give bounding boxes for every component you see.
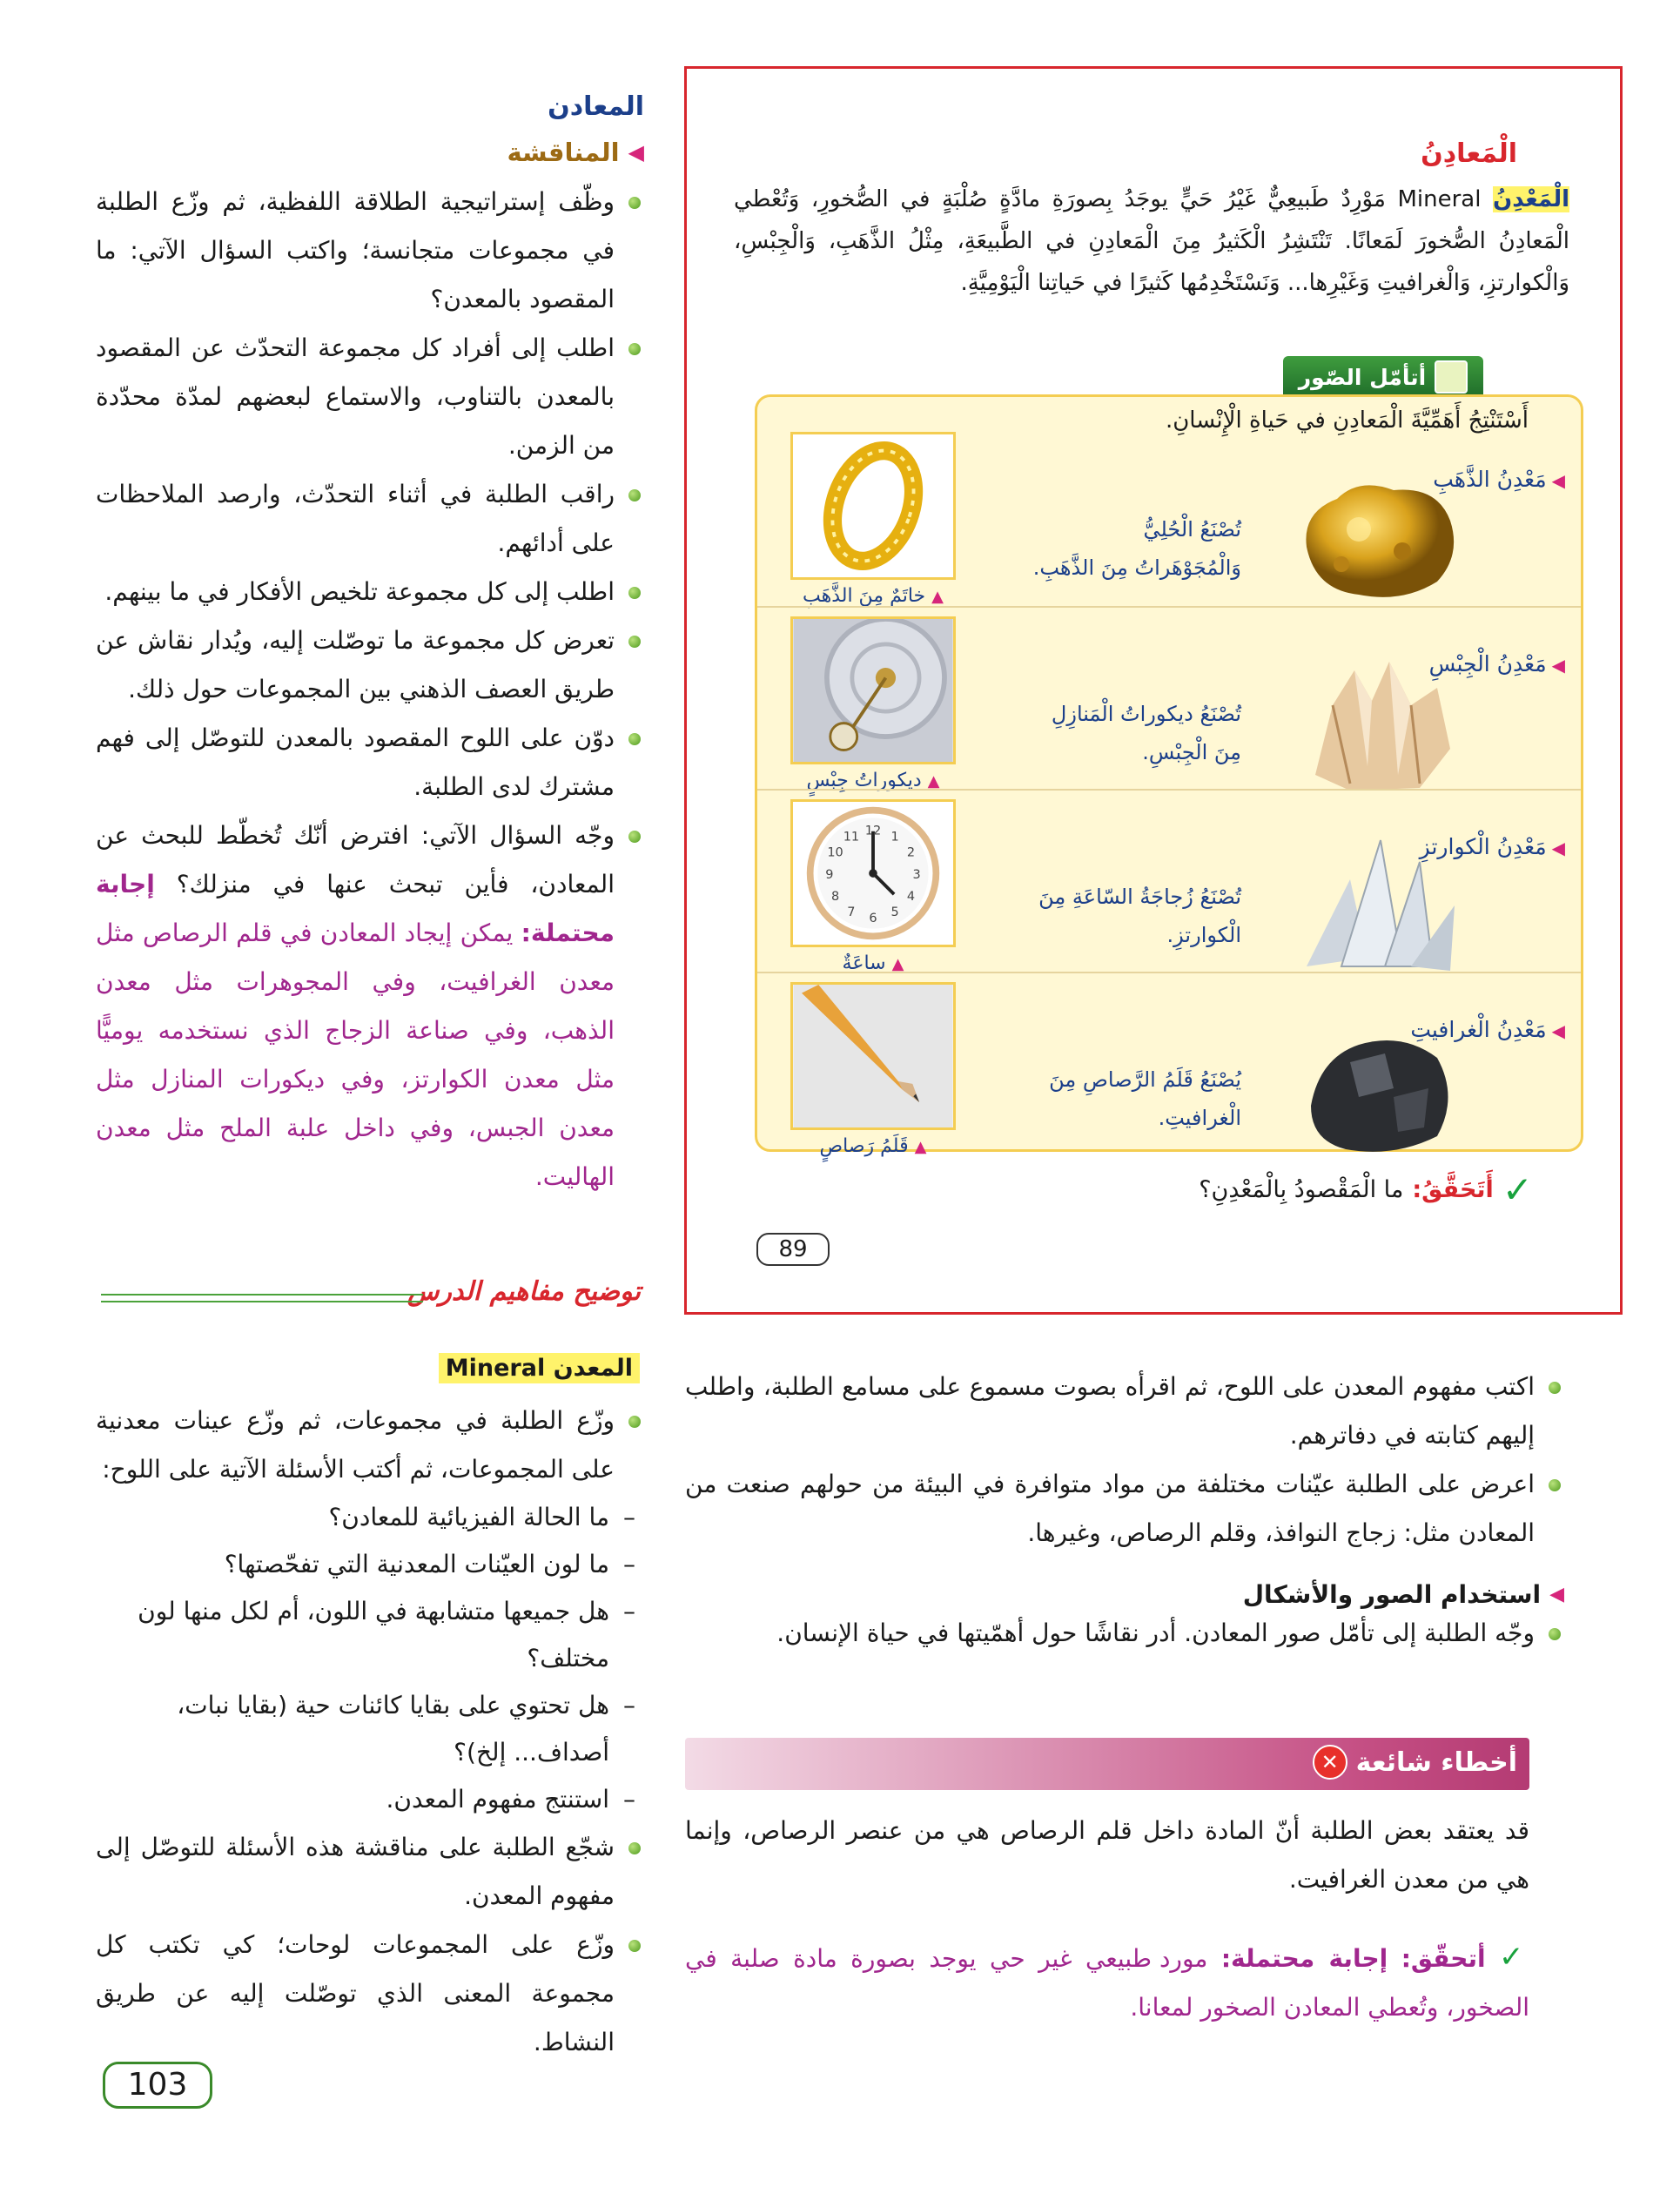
mistakes-title: أخطاء شائعة ✕ xyxy=(1313,1745,1517,1780)
triangle-bullet-icon: ◀ xyxy=(1551,1020,1565,1041)
possible-answer-label: إجابة محتملة: xyxy=(1220,1944,1388,1973)
book-title: الْمَعادِنُ xyxy=(1421,138,1517,169)
question-item: – استنتج مفهوم المعدن. xyxy=(96,1776,644,1823)
clock-numeral: 4 xyxy=(906,889,916,904)
check-label: أَتَحَقَّقُ: xyxy=(1412,1176,1494,1203)
divider xyxy=(101,1294,423,1302)
mineral-name: ◀مَعْدِنُ الْكوارتزِ xyxy=(1419,834,1565,859)
mineral-name: ◀مَعْدِنُ الْغرافيتِ xyxy=(1410,1017,1565,1042)
gold-ring-icon xyxy=(793,434,953,577)
clock-numeral: 7 xyxy=(847,905,856,920)
check-answer-text: مورد طبيعي غير حي يوجد بصورة مادة صلبة في الصخور، وتُعطي المعادن الصخور لمعانا. xyxy=(685,1944,1529,2022)
photo-caption: ▲ خاتَمٌ مِنَ الذَّهَبِ xyxy=(803,585,944,607)
checkmark-icon: ✓ xyxy=(1502,1168,1533,1211)
list-item: وزّع على المجموعات لوحات؛ كي تكتب كل مجموعة المعنى الذي توصّلت إليه عن طريق النشاط. xyxy=(96,1921,644,2067)
mineral-row-quartz xyxy=(757,789,1581,973)
gypsum-decor-photo xyxy=(790,616,956,764)
list-item: دوّن على اللوح المقصود بالمعدن للتوصّل إلى فهم مشترك لدى الطلبة. xyxy=(96,714,644,811)
clock-numeral: 10 xyxy=(827,845,843,860)
question-item: – هل تحتوي على بقايا كائنات حية (بقايا نبات، أصداف... إلخ)؟ xyxy=(96,1682,644,1776)
clock-numeral: 6 xyxy=(869,911,877,925)
list-item: اطلب إلى كل مجموعة تلخيص الأفكار في ما بينهم. xyxy=(96,568,644,616)
list-item: تعرض كل مجموعة ما توصّلت إليه، ويُدار نقاش عن طريق العصف الذهني بين المجموعات حول ذلك. xyxy=(96,616,644,714)
contemplate-tab xyxy=(1283,356,1483,398)
clarify-concepts-header xyxy=(101,1276,641,1311)
list-item xyxy=(96,811,644,1201)
x-circle-icon: ✕ xyxy=(1313,1745,1347,1780)
clock-numeral: 3 xyxy=(912,867,921,882)
question-item: – هل جميعها متشابهة في اللون، أم لكل منها لون مختلف؟ xyxy=(96,1588,644,1682)
section-title: المعادن xyxy=(548,91,644,122)
mineral-name: ◀مَعْدِنُ الذَّهَبِ xyxy=(1433,467,1565,492)
discussion-list xyxy=(96,178,644,1201)
mineral-row-gypsum xyxy=(757,606,1581,791)
possible-answer-label: إجابة محتملة: xyxy=(96,870,615,947)
graphite-rock-icon xyxy=(1289,1019,1463,1158)
mineral-row-gold xyxy=(757,423,1581,606)
concept-activity xyxy=(96,1396,644,2067)
mineral-use: تُصْنَعُ ديكوراتُ الْمَنازِلِ مِنَ الْجِبْسِ. xyxy=(1051,702,1241,764)
triangle-bullet-icon: ◀ xyxy=(1549,1584,1564,1605)
check-text: ما الْمَقْصودُ بِالْمَعْدِنِ؟ xyxy=(1199,1176,1404,1203)
book-page-number: 89 xyxy=(756,1233,830,1266)
list-item: راقب الطلبة في أثناء التحدّث، وارصد الملاحظات على أدائهم. xyxy=(96,470,644,568)
teacher-notes-column xyxy=(96,91,644,1201)
list-item: اطلب إلى أفراد كل مجموعة التحدّث عن المقصود بالمعدن بالتناوب، والاستماع لبعضهم لمدّة محدّدة من الزمن. xyxy=(96,324,644,470)
paragraph-text: مَوْرِدٌ طَبيعِيٌّ غَيْرُ حَيٍّ يوجَدُ بِصورَةِ مادَّةٍ صُلْبَةٍ في الصُّخورِ، وَتُعْطي الْمَعادِنُ الصُّخورَ لَمَعانًا. تَنْتَشِرُ الْكَثيرُ مِنَ الْمَعادِنِ في الطَّبيعَةِ، مِثْلُ الذَّهَبِ، وَالْجِبْسِ، وَالْكوارتزِ، وَالْغرافيتِ وَغَيْرِها... وَنَسْتَخْدِمُها كَثيرًا في حَياتِنا الْيَوْمِيَّةِ. xyxy=(734,186,1569,296)
question-item: – ما لون العيّنات المعدنية التي تفحّصتها؟ xyxy=(96,1541,644,1588)
photo-caption: ▲ قَلَمُ رَصاصٍ xyxy=(819,1135,927,1157)
right-lower-notes xyxy=(685,1363,1564,1658)
instruction: أَسْتَنْتِجُ أَهَمِّيَّةَ الْمَعادِنِ في حَياةِ الْإِنْسانِ. xyxy=(1165,407,1529,434)
triangle-bullet-icon: ◀ xyxy=(1551,470,1565,491)
book-paragraph xyxy=(734,178,1569,304)
list-item: اعرض على الطلبة عيّنات مختلفة من مواد متوافرة في البيئة من حولهم صنعت من المعادن مثل: زجاج النوافذ، وقلم الرصاص، وغيرها. xyxy=(685,1460,1564,1558)
discussion-heading xyxy=(96,138,644,167)
list-item: اكتب مفهوم المعدن على اللوح، ثم اقرأه بصوت مسموع على مسامع الطلبة، واطلب إليهم كتابته في دفاترهم. xyxy=(685,1363,1564,1460)
possible-answer-text: يمكن إيجاد المعادن في قلم الرصاص مثل معدن الغرافيت، وفي المجوهرات مثل معدن الذهب، وفي صناعة الزجاج الذي نستخدمه يوميًّا مثل معدن الكوارتز، وفي ديكورات المنازل مثل معدن الجبس، وفي داخل علبة الملح مثل معدن الهاليت. xyxy=(96,919,615,1191)
images-heading: ◀ استخدام الصور والأشكال xyxy=(1242,1580,1564,1609)
checkmark-icon: ✓ xyxy=(1499,1940,1530,1975)
gypsum-crystal-icon xyxy=(1289,653,1463,792)
common-mistakes-bar xyxy=(685,1738,1529,1790)
term-highlight: الْمَعْدِنُ xyxy=(1493,186,1570,212)
check-label: أتحقّق: xyxy=(1401,1944,1486,1973)
clock-numeral: 9 xyxy=(825,867,834,882)
photo-caption: ▲ ساعَةٌ xyxy=(842,952,904,974)
list-item: وزّع الطلبة في مجموعات، ثم وزّع عينات معدنية على المجموعات، ثم أكتب الأسئلة الآتية على اللوح: xyxy=(96,1396,644,1494)
triangle-bullet-icon: ◀ xyxy=(1551,655,1565,676)
quartz-crystal-icon xyxy=(1289,836,1463,975)
list-item: وظّف إستراتيجية الطلاقة اللفظية، ثم وزّع الطلبة في مجموعات متجانسة؛ واكتب السؤال الآتي: ما المقصود بالمعدن؟ xyxy=(96,178,644,324)
clock-numeral: 11 xyxy=(843,830,860,845)
mineral-name: ◀مَعْدِنُ الْجِبْسِ xyxy=(1428,651,1565,676)
term-english: Mineral xyxy=(1397,186,1482,212)
clock-numeral: 8 xyxy=(830,889,840,904)
gold-nugget-icon xyxy=(1289,468,1463,608)
mineral-tag: المعدن Mineral xyxy=(439,1353,640,1383)
clock-numeral: 5 xyxy=(890,905,899,920)
page-number: 103 xyxy=(103,2062,212,2109)
pencil-photo xyxy=(790,982,956,1130)
clock-numeral: 1 xyxy=(890,830,899,845)
textbook-page xyxy=(684,66,1623,1315)
mineral-use: تُصْنَعُ زُجاجَةُ السّاعَةِ مِنَ الْكوارتزِ. xyxy=(1038,885,1241,947)
mineral-use: تُصْنَعُ الْحُلِيُّ وَالْمُجَوْهَراتُ مِنَ الذَّهَبِ. xyxy=(1032,517,1241,580)
list-item: وجّه الطلبة إلى تأمّل صور المعادن. أدر نقاشًا حول أهمّيتها في حياة الإنسان. xyxy=(685,1609,1564,1658)
photo-caption: ▲ ديكوراتُ جِبْسٍ xyxy=(806,770,940,791)
ceiling-decor-icon xyxy=(793,619,953,762)
clock-numeral: 2 xyxy=(906,845,916,860)
tab-label-text: أتأمّل الصّور xyxy=(1298,364,1427,390)
check-question xyxy=(1199,1168,1533,1211)
clock-numeral: 12 xyxy=(864,824,882,838)
clock-photo xyxy=(790,799,956,947)
clarify-title: توضيح مفاهيم الدرس xyxy=(407,1276,641,1307)
check-answer xyxy=(685,1933,1529,2032)
mineral-use: يُصْنَعُ قَلَمُ الرَّصاصِ مِنَ الْغرافيتِ. xyxy=(1049,1067,1241,1130)
triangle-bullet-icon: ◀ xyxy=(628,140,644,165)
book-icon xyxy=(1435,360,1468,394)
discussion-label: المناقشة xyxy=(507,138,620,167)
list-item: شجّع الطلبة على مناقشة هذه الأسئلة للتوصّل إلى مفهوم المعدن. xyxy=(96,1823,644,1921)
pencil-icon xyxy=(793,985,953,1127)
question-text: وجّه السؤال الآتي: افترض أنّك تُخطّط للبحث عن المعادن، فأين تبحث عنها في منزلك؟ xyxy=(96,821,615,898)
mineral-row-graphite xyxy=(757,972,1581,1156)
minerals-box xyxy=(755,394,1583,1157)
clock-icon xyxy=(793,802,953,945)
mistakes-text: قد يعتقد بعض الطلبة أنّ المادة داخل قلم الرصاص هي من عنصر الرصاص، وإنما هي من معدن الغرافيت. xyxy=(685,1816,1529,1894)
triangle-bullet-icon: ◀ xyxy=(1551,838,1565,858)
question-item: – ما الحالة الفيزيائية للمعادن؟ xyxy=(96,1494,644,1541)
ring-photo xyxy=(790,432,956,580)
